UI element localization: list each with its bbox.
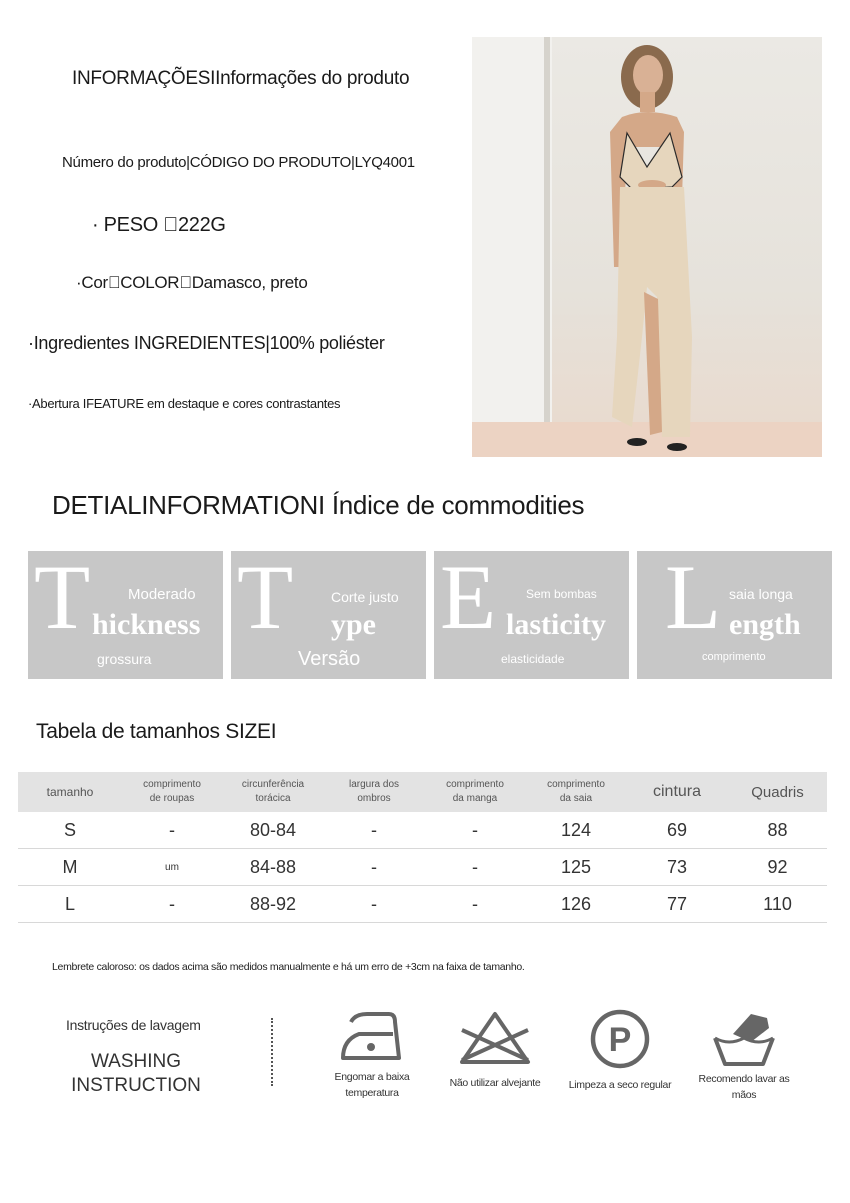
product-ingredients: ·Ingredientes INGREDIENTES|100% poliéster [28,333,385,353]
card-letter: E [440,551,497,648]
washing-title: Instruções de lavagem [66,1017,201,1033]
card-word: hickness [92,608,201,641]
attribute-card-thickness [28,551,223,679]
product-weight: · PESO  222G [92,214,226,236]
table-cell: 88 [728,812,827,849]
table-cell: 77 [626,886,728,923]
header-garment-length: comprimento de roupas [122,772,222,812]
table-row [18,849,827,886]
table-row [18,886,827,923]
card-value: saia longa [729,586,793,602]
dry-clean-icon [589,1008,651,1070]
wash-item-no-bleach [440,1008,550,1092]
table-cell: - [122,812,222,849]
hand-wash-icon [711,1008,777,1068]
table-cell: L [18,886,122,923]
header-waist: cintura [626,772,728,812]
header-shoulder: largura dos ombros [324,772,424,812]
attribute-card-type [231,551,426,679]
header-hips: Quadris [728,772,827,812]
detail-section-title: DETIALINFORMATIONI Índice de commodities [52,490,585,520]
header-chest: circunferência torácica [222,772,324,812]
table-cell: 80-84 [222,812,324,849]
card-word: ype [331,608,376,641]
header-sleeve: comprimento da manga [424,772,526,812]
washing-title-en [66,1050,206,1098]
card-caption: Versão [298,648,361,670]
attribute-card-elasticity [434,551,629,679]
size-note: Lembrete caloroso: os dados acima são medidos manualmente e há um erro de +3cm na faixa de tamanho. [52,961,525,973]
product-color: ·Cor COLOR Damasco, preto [76,273,308,292]
card-letter: T [34,551,91,648]
header-size: tamanho [18,772,122,812]
table-cell: - [424,849,526,886]
table-cell: - [424,886,526,923]
wash-label: Recomendo lavar as mãos [698,1073,790,1101]
iron-low-temp-icon [337,1008,407,1066]
table-cell: 69 [626,812,728,849]
card-letter: L [665,551,722,648]
table-cell: 88-92 [222,886,324,923]
divider [271,1018,273,1086]
table-cell: - [122,886,222,923]
product-photo [472,37,822,457]
card-caption: grossura [97,651,152,667]
card-word: ength [729,608,801,641]
table-cell: - [324,886,424,923]
wash-item-dry-clean [565,1008,675,1094]
wash-item-hand-wash [689,1008,799,1104]
table-cell: 110 [728,886,827,923]
product-feature: ·Abertura IFEATURE em destaque e cores contrastantes [28,396,341,411]
card-value: Corte justo [331,589,399,605]
card-caption: comprimento [702,651,766,663]
attribute-card-length [637,551,832,679]
size-table-title: Tabela de tamanhos SIZEI [36,720,277,743]
header-skirt-length: comprimento da saia [526,772,626,812]
table-cell: 124 [526,812,626,849]
table-cell: - [424,812,526,849]
wash-label: Não utilizar alvejante [449,1077,541,1089]
table-cell: - [324,812,424,849]
card-letter: T [237,551,294,648]
model-dress-illustration [472,37,822,457]
table-cell: 84-88 [222,849,324,886]
size-table-header [18,772,827,812]
table-cell: 73 [626,849,728,886]
product-code: Número do produto|CÓDIGO DO PRODUTO|LYQ4001 [62,154,415,171]
table-cell: - [324,849,424,886]
card-value: Sem bombas [526,587,597,601]
table-cell: 125 [526,849,626,886]
wash-item-iron [317,1008,427,1102]
product-info-title: INFORMAÇÕESIInformações do produto [72,68,410,89]
card-caption: elasticidade [501,652,565,666]
card-value: Moderado [128,586,196,603]
wash-label: Engomar a baixa temperatura [334,1071,410,1099]
table-row [18,812,827,849]
wash-label: Limpeza a seco regular [568,1079,672,1091]
svg-text:P: P [608,1021,632,1059]
table-cell: S [18,812,122,849]
washing-title-en-line2: INSTRUCTION [71,1074,201,1096]
washing-title-en-line1: WASHING [90,1051,182,1072]
size-table [18,772,827,923]
table-cell: 92 [728,849,827,886]
table-cell: um [122,849,222,886]
table-cell: M [18,849,122,886]
card-word: lasticity [506,608,606,641]
no-bleach-icon [456,1008,534,1066]
table-cell: 126 [526,886,626,923]
